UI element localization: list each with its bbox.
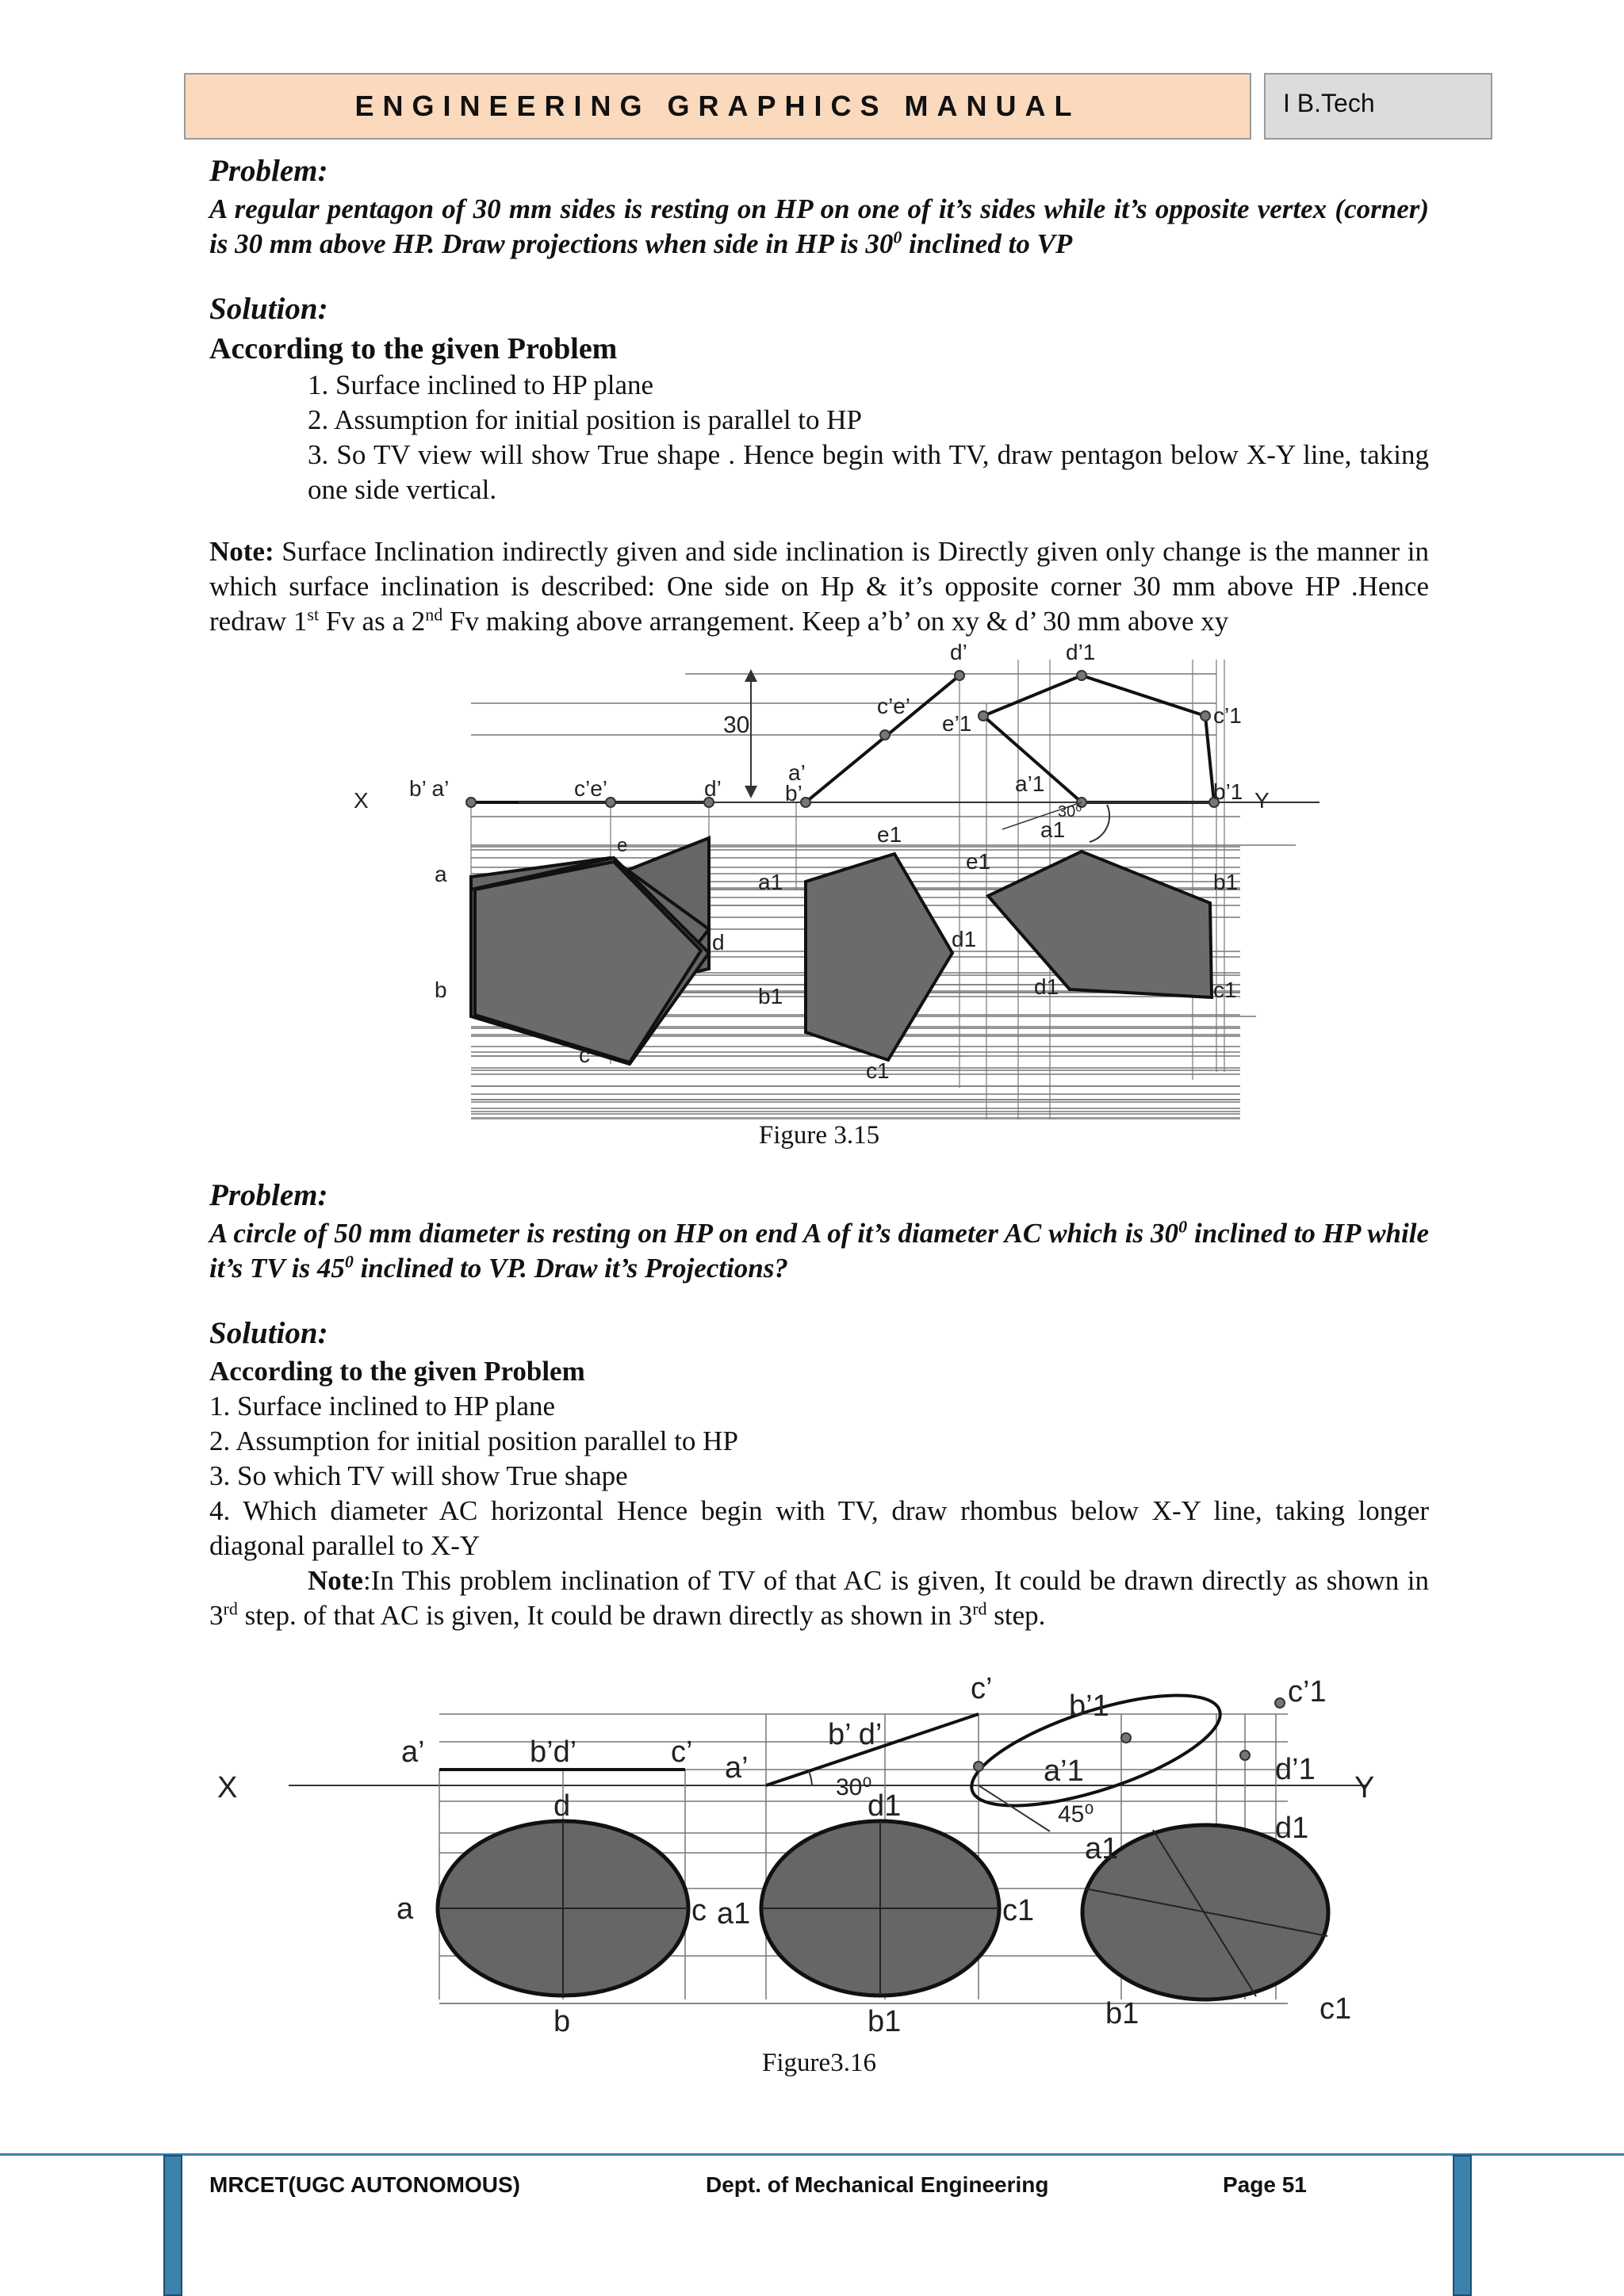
svg-text:X: X [217, 1771, 238, 1804]
svg-text:Y: Y [1354, 1771, 1375, 1804]
svg-text:b: b [553, 2005, 571, 2038]
svg-text:e: e [617, 835, 628, 856]
problem2-note: Note:In This problem inclination of TV of that AC is given, It could be drawn directly as shown in 3rd step. of that AC is given, It could be drawn directly as shown in 3rd step. [209, 1565, 1429, 1631]
header-title: ENGINEERING GRAPHICS MANUAL [184, 73, 1251, 140]
svg-text:c: c [579, 1043, 590, 1067]
figure-3-15-caption: Figure 3.15 [758, 1121, 880, 1150]
svg-text:a: a [396, 1892, 414, 1926]
svg-text:a’1: a’1 [1015, 771, 1045, 796]
svg-text:c’: c’ [671, 1735, 693, 1769]
figure-3-15 [209, 644, 1429, 1119]
svg-text:d’: d’ [704, 776, 722, 801]
problem1-step: 2. Assumption for initial position is parallel to HP [308, 404, 863, 435]
svg-text:e1: e1 [877, 822, 902, 847]
problem1-heading: Problem: [209, 154, 328, 188]
svg-text:X: X [354, 788, 369, 813]
problem1-step: 1. Surface inclined to HP plane [308, 369, 654, 400]
problem2-step: 2. Assumption for initial position parallel to HP [209, 1425, 738, 1456]
page-content [209, 151, 1429, 2079]
arrow-down-icon [745, 786, 757, 798]
footer-department: Dept. of Mechanical Engineering [706, 2172, 1049, 2197]
problem2-step: 1. Surface inclined to HP plane [209, 1391, 556, 1422]
svg-text:c1: c1 [866, 1058, 890, 1083]
svg-text:c1: c1 [1320, 1992, 1352, 2026]
svg-text:d’1: d’1 [1066, 644, 1096, 664]
problem2-statement: A circle of 50 mm diameter is resting on HP on end A of it’s diameter AC which is $30^0$ inclined to HP while it’s TV is $45^0$ inclined to VP. Draw it’s Projections? [209, 1216, 1429, 1284]
problem1-note: Note: Surface Inclination indirectly given and side inclination is Directly given only change is the manner in which surface inclination is described: One side on Hp & it’s opposite corner 30 mm above HP .Hence redraw 1st Fv as a 2nd Fv making above arrangement. Keep a’b’ on xy & d’ 30 mm above xy [209, 536, 1429, 637]
header-course: I B.Tech [1264, 73, 1492, 140]
problem1-statement: A regular pentagon of 30 mm sides is resting on HP on one of it’s sides while it’s opposite vertex (corner) is 30 mm above HP. Draw projections when side in HP is $30^0$ inclined to VP [209, 193, 1429, 259]
svg-text:d’1: d’1 [1275, 1753, 1316, 1786]
svg-text:c’e’: c’e’ [877, 694, 911, 718]
footer-rule [0, 2153, 1624, 2156]
svg-text:c1: c1 [1213, 978, 1237, 1002]
svg-text:a1: a1 [1085, 1832, 1119, 1866]
svg-text:d1: d1 [1275, 1812, 1309, 1845]
problem2-step: 3. So which TV will show True shape [209, 1460, 628, 1491]
svg-text:b’1: b’1 [1213, 779, 1243, 804]
svg-text:b’: b’ [785, 781, 802, 806]
pentagon-rotated [806, 854, 952, 1060]
svg-text:d1: d1 [1034, 974, 1059, 999]
svg-text:c’e’: c’e’ [574, 776, 608, 801]
footer-left-bar [163, 2155, 182, 2296]
svg-text:c’: c’ [971, 1672, 993, 1705]
svg-text:d: d [712, 930, 725, 955]
svg-text:a’: a’ [401, 1735, 425, 1769]
problem1-according: According to the given Problem [209, 332, 618, 365]
problem2-heading: Problem: [209, 1178, 328, 1212]
svg-text:30⁰: 30⁰ [836, 1774, 872, 1800]
problem2-according: According to the given Problem [209, 1356, 585, 1387]
problem1-step: 3. So TV view will show True shape . Hence begin with TV, draw pentagon below X-Y line, taking one side vertical. [308, 439, 1429, 505]
svg-text:Y: Y [1254, 788, 1270, 813]
svg-text:d’: d’ [950, 644, 967, 664]
svg-text:e1: e1 [966, 849, 991, 874]
svg-text:b1: b1 [868, 2005, 902, 2038]
svg-text:e’1: e’1 [942, 711, 972, 736]
svg-text:30: 30 [723, 712, 750, 738]
figure-3-16 [209, 1651, 1429, 2047]
svg-text:c: c [691, 1894, 707, 1927]
svg-text:b1: b1 [1105, 1997, 1139, 2030]
figure-3-16-caption: Figure3.16 [762, 2049, 876, 2077]
svg-text:b’ d’: b’ d’ [828, 1718, 883, 1751]
svg-text:c1: c1 [1002, 1894, 1035, 1927]
arrow-up-icon [745, 669, 757, 682]
svg-text:45⁰: 45⁰ [1058, 1801, 1094, 1827]
svg-text:b’1: b’1 [1069, 1689, 1109, 1723]
problem2-solution-heading: Solution: [209, 1316, 328, 1350]
svg-text:b: b [435, 978, 447, 1002]
svg-text:b’d’: b’d’ [530, 1735, 577, 1769]
svg-text:d1: d1 [952, 927, 977, 951]
svg-text:d1: d1 [868, 1789, 902, 1823]
problem2-step: 4. Which diameter AC horizontal Hence begin with TV, draw rhombus below X-Y line, taking longer diagonal parallel to X-Y [209, 1495, 1429, 1561]
svg-text:a’1: a’1 [1044, 1755, 1084, 1788]
problem1-solution-heading: Solution: [209, 292, 328, 326]
svg-text:a’: a’ [725, 1751, 749, 1785]
svg-text:c’1: c’1 [1288, 1675, 1327, 1709]
svg-text:30⁰: 30⁰ [1058, 803, 1082, 821]
svg-text:c’1: c’1 [1213, 703, 1242, 728]
svg-text:a1: a1 [1040, 817, 1066, 842]
footer-institution: MRCET(UGC AUTONOMOUS) [209, 2172, 520, 2197]
svg-text:b1: b1 [1213, 870, 1239, 894]
svg-text:a’: a’ [788, 760, 806, 785]
svg-text:d: d [553, 1789, 571, 1823]
svg-text:b1: b1 [758, 984, 783, 1008]
svg-text:a: a [435, 862, 447, 886]
svg-text:a1: a1 [758, 870, 783, 894]
svg-text:a1: a1 [717, 1897, 751, 1931]
footer-page-number: Page 51 [1223, 2172, 1307, 2197]
svg-text:b’ a’: b’ a’ [409, 776, 450, 801]
footer-right-bar [1453, 2155, 1472, 2296]
